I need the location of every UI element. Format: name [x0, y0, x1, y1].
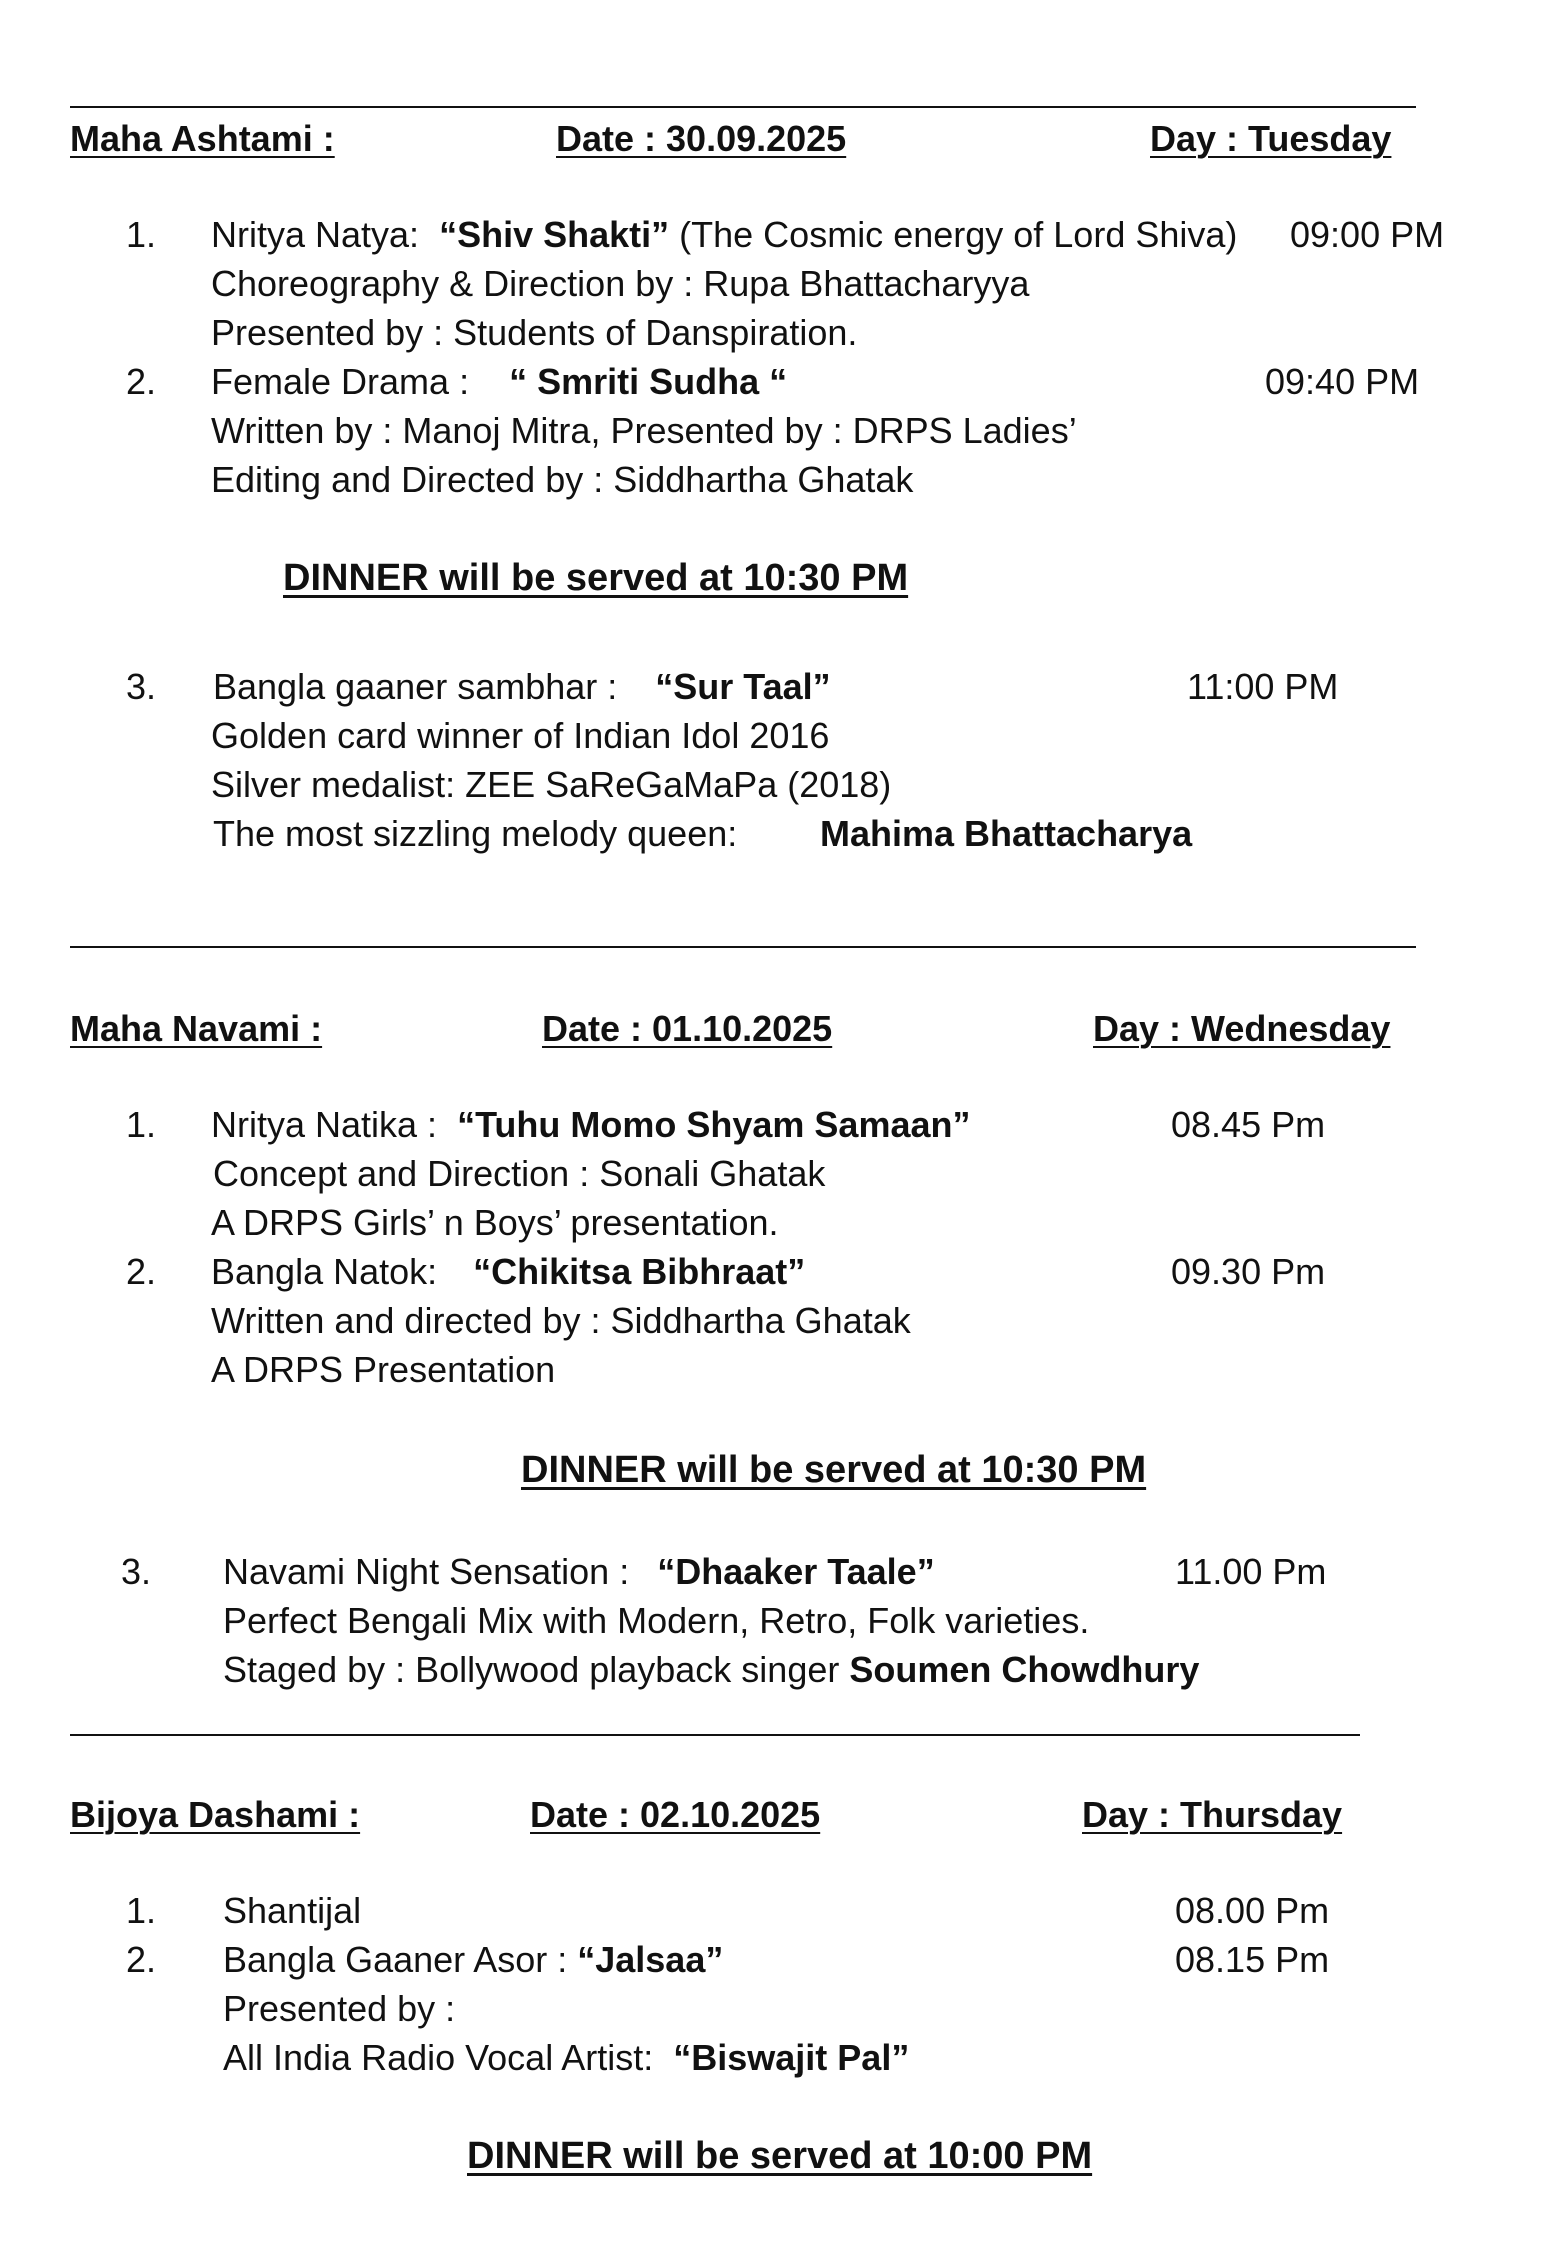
day-title: Maha Ashtami : [70, 118, 335, 159]
program-line [223, 2037, 909, 2079]
program-detail: Staged by : Bollywood playback singer [223, 1649, 840, 1690]
program-detail: Golden card winner of Indian Idol 2016 [211, 715, 830, 756]
program-title: “Tuhu Momo Shyam Samaan” [457, 1104, 971, 1145]
program-detail: Written by : Manoj Mitra, Presented by : DRPS Ladies’ [211, 410, 1077, 451]
day-title: Maha Navami : [70, 1008, 323, 1049]
event-date: Date : 30.09.2025 [556, 118, 847, 159]
program-title: “Dhaaker Taale” [657, 1551, 935, 1592]
item-number: 1. [126, 1890, 157, 1931]
program-line [211, 1104, 970, 1146]
program-label: Bangla gaaner sambhar : [213, 666, 618, 707]
program-line [211, 214, 1237, 256]
performer-name: “Biswajit Pal” [673, 2037, 910, 2078]
item-number: 1. [126, 1104, 157, 1145]
program-time: 08.00 Pm [1175, 1890, 1330, 1931]
program-detail: Editing and Directed by : Siddhartha Ghatak [211, 459, 914, 500]
program-detail: Perfect Bengali Mix with Modern, Retro, Folk varieties. [223, 1600, 1090, 1641]
program-label: Bangla Natok: [211, 1251, 438, 1292]
program-title: “Jalsaa” [577, 1939, 724, 1980]
program-detail: All India Radio Vocal Artist: [223, 2037, 654, 2078]
item-number: 2. [126, 361, 157, 402]
program-line [223, 1649, 1199, 1691]
program-detail: Choreography & Direction by : Rupa Bhattacharyya [211, 263, 1030, 304]
event-date: Date : 02.10.2025 [530, 1794, 821, 1835]
program-label: Nritya Natya: [211, 214, 420, 255]
event-weekday: Day : Tuesday [1150, 118, 1392, 159]
item-number: 1. [126, 214, 157, 255]
program-time: 09:00 PM [1290, 214, 1445, 255]
program-detail: Concept and Direction : Sonali Ghatak [213, 1153, 826, 1194]
item-number: 2. [126, 1251, 157, 1292]
program-detail: Presented by : [223, 1988, 456, 2029]
program-time: 11:00 PM [1187, 666, 1339, 707]
program-time: 09:40 PM [1265, 361, 1420, 402]
program-time: 08.45 Pm [1171, 1104, 1326, 1145]
event-date: Date : 01.10.2025 [542, 1008, 833, 1049]
program-detail: A DRPS Girls’ n Boys’ presentation. [211, 1202, 779, 1243]
performer-name: Mahima Bhattacharya [820, 813, 1193, 854]
program-detail: Silver medalist: ZEE SaReGaMaPa (2018) [211, 764, 892, 805]
program-time: 09.30 Pm [1171, 1251, 1326, 1292]
section-divider [70, 1734, 1360, 1736]
event-weekday: Day : Wednesday [1093, 1008, 1391, 1049]
program-label: Bangla Gaaner Asor : [223, 1939, 568, 1980]
program-title: “ Smriti Sudha “ [509, 361, 788, 402]
program-label: Navami Night Sensation : [223, 1551, 630, 1592]
program-detail: Written and directed by : Siddhartha Ghatak [211, 1300, 911, 1341]
dinner-notice: DINNER will be served at 10:30 PM [283, 557, 909, 599]
program-line [223, 1551, 935, 1593]
performer-name: Soumen Chowdhury [849, 1649, 1200, 1690]
program-line [211, 361, 787, 403]
dinner-notice: DINNER will be served at 10:00 PM [467, 2135, 1093, 2177]
day-title: Bijoya Dashami : [70, 1794, 361, 1835]
program-line [211, 1251, 805, 1293]
program-time: 11.00 Pm [1175, 1551, 1327, 1592]
item-number: 3. [126, 666, 157, 707]
program-line [213, 666, 831, 708]
program-label: Nritya Natika : [211, 1104, 438, 1145]
section-divider [70, 946, 1416, 948]
program-title: “Chikitsa Bibhraat” [473, 1251, 806, 1292]
item-number: 3. [121, 1551, 152, 1592]
program-label: Female Drama : [211, 361, 470, 402]
program-title: “Shiv Shakti” [439, 214, 670, 255]
item-number: 2. [126, 1939, 157, 1980]
program-detail: Presented by : Students of Danspiration. [211, 312, 858, 353]
dinner-notice: DINNER will be served at 10:30 PM [521, 1449, 1147, 1491]
program-label: Shantijal [223, 1890, 362, 1931]
program-time: 08.15 Pm [1175, 1939, 1330, 1980]
program-subtitle: (The Cosmic energy of Lord Shiva) [679, 214, 1238, 255]
event-weekday: Day : Thursday [1082, 1794, 1343, 1835]
program-detail: The most sizzling melody queen: [213, 813, 738, 854]
program-line [223, 1939, 723, 1981]
section-divider [70, 106, 1416, 108]
program-title: “Sur Taal” [655, 666, 831, 707]
program-detail: A DRPS Presentation [211, 1349, 556, 1390]
